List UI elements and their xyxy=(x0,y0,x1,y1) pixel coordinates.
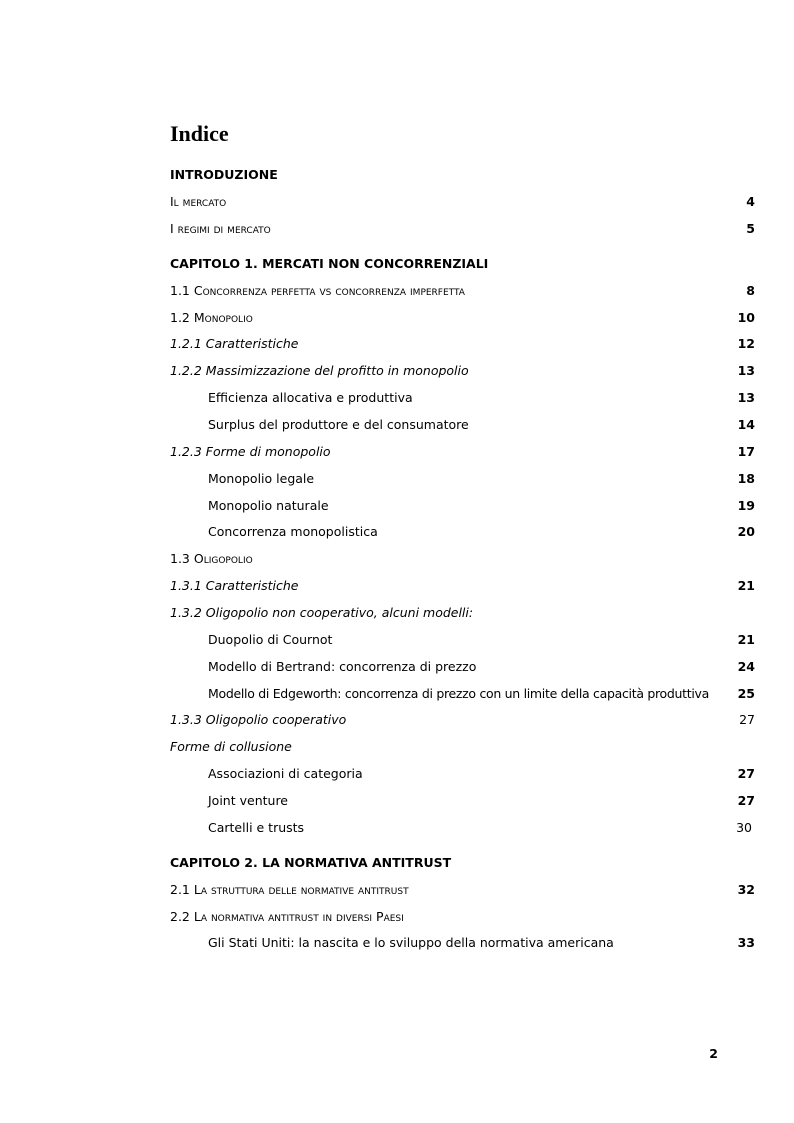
toc-entry-title: Modello di Edgeworth: concorrenza di prezzo con un limite della capacità produttiva xyxy=(208,686,709,701)
toc-entry-page: 14 xyxy=(737,417,755,432)
toc-entry-title: INTRODUZIONE xyxy=(170,167,278,182)
toc-entry-title: Monopolio naturale xyxy=(208,498,329,513)
toc-entry[interactable] xyxy=(170,576,755,596)
toc-entry-title: 1.1 Concorrenza perfetta vs concorrenza imperfetta xyxy=(170,283,465,298)
toc-entry[interactable] xyxy=(208,630,755,650)
toc-entry-title: Surplus del produttore e del consumatore xyxy=(208,417,469,432)
toc-entry-title: CAPITOLO 2. LA NORMATIVA ANTITRUST xyxy=(170,855,452,870)
toc-entry[interactable] xyxy=(170,549,755,569)
toc-entry[interactable] xyxy=(170,853,755,873)
toc-entry-page: 30 xyxy=(736,820,752,835)
toc-entry[interactable] xyxy=(170,219,755,239)
toc-entry-page: 19 xyxy=(737,498,755,513)
toc-entry-page: 24 xyxy=(737,659,755,674)
toc-entry-title: CAPITOLO 1. MERCATI NON CONCORRENZIALI xyxy=(170,256,489,271)
toc-entry[interactable] xyxy=(170,442,755,462)
toc-entry-page: 20 xyxy=(737,524,755,539)
toc-entry-title: I regimi di mercato xyxy=(170,221,271,236)
toc-entry-title: 1.3.2 Oligopolio non cooperativo, alcuni modelli: xyxy=(170,605,474,620)
toc-entry-page: 27 xyxy=(739,712,755,727)
toc-entry[interactable] xyxy=(170,165,755,185)
toc-entry[interactable] xyxy=(208,496,755,516)
toc-entry-page: 21 xyxy=(737,632,755,647)
toc-entry-title: 1.2 Monopolio xyxy=(170,310,253,325)
toc-entry-title: Monopolio legale xyxy=(208,471,315,486)
toc-entry-title: 1.3 Oligopolio xyxy=(170,551,253,566)
toc-entry[interactable] xyxy=(170,361,755,381)
toc-entry[interactable] xyxy=(208,791,755,811)
toc-entry[interactable] xyxy=(208,764,755,784)
toc-entry[interactable] xyxy=(170,254,755,274)
toc-entry[interactable] xyxy=(170,192,755,212)
toc-entry-title: Efficienza allocativa e produttiva xyxy=(208,390,413,405)
toc-entry-page: 32 xyxy=(737,882,755,897)
toc-entry-title: 2.2 La normativa antitrust in diversi Paesi xyxy=(170,909,404,924)
toc-entry-title: Il mercato xyxy=(170,194,227,209)
toc-entry-page: 8 xyxy=(746,283,755,298)
toc-entry[interactable] xyxy=(208,657,755,677)
toc-entry-title: Forme di collusione xyxy=(170,739,292,754)
toc-entry-title: 2.1 La struttura delle normative antitrust xyxy=(170,882,409,897)
toc-entry-page: 27 xyxy=(737,766,755,781)
toc-entry[interactable] xyxy=(208,933,755,953)
toc-entry-title: Duopolio di Cournot xyxy=(208,632,333,647)
toc-entry-title: Cartelli e trusts xyxy=(208,820,305,835)
toc-entry-title: 1.3.3 Oligopolio cooperativo xyxy=(170,712,347,727)
toc-entry-title: Concorrenza monopolistica xyxy=(208,524,378,539)
toc-entry-page: 10 xyxy=(737,310,755,325)
toc-entry-page: 18 xyxy=(737,471,755,486)
toc-entry[interactable] xyxy=(170,737,755,757)
toc-entry-page: 5 xyxy=(746,221,755,236)
toc-entry[interactable] xyxy=(170,603,755,623)
toc-entry-page: 25 xyxy=(737,686,755,701)
toc-entry-page: 21 xyxy=(737,578,755,593)
toc-entry-page: 17 xyxy=(737,444,755,459)
toc-entry[interactable] xyxy=(170,907,755,927)
toc-entry-title: 1.2.1 Caratteristiche xyxy=(170,336,299,351)
toc-entry[interactable] xyxy=(170,281,755,301)
toc-entry[interactable] xyxy=(208,684,755,704)
toc-entry[interactable] xyxy=(208,415,755,435)
toc-entry-title: 1.3.1 Caratteristiche xyxy=(170,578,299,593)
toc-entry-page: 12 xyxy=(737,336,755,351)
toc-entry-page: 4 xyxy=(746,194,755,209)
toc-entry-title: Associazioni di categoria xyxy=(208,766,363,781)
toc-entry[interactable] xyxy=(208,522,755,542)
toc-entry-page: 33 xyxy=(737,935,755,950)
toc-entry[interactable] xyxy=(170,308,755,328)
toc-entry[interactable] xyxy=(170,880,755,900)
toc-entry-title: 1.2.3 Forme di monopolio xyxy=(170,444,331,459)
page-title: Indice xyxy=(170,121,229,146)
toc-entry-page: 13 xyxy=(737,390,755,405)
toc-entry[interactable] xyxy=(208,388,755,408)
toc-entry-title: Modello di Bertrand: concorrenza di prezzo xyxy=(208,659,477,674)
toc-entry-title: Joint venture xyxy=(208,793,288,808)
toc-entry[interactable] xyxy=(208,469,755,489)
toc-entry[interactable] xyxy=(208,818,755,838)
toc-entry-page: 13 xyxy=(737,363,755,378)
toc-entry[interactable] xyxy=(170,710,755,730)
toc-entry[interactable] xyxy=(170,334,755,354)
toc-entry-title: 1.2.2 Massimizzazione del profitto in monopolio xyxy=(170,363,469,378)
footer-page-number: 2 xyxy=(709,1046,718,1061)
toc-entry-title: Gli Stati Uniti: la nascita e lo sviluppo della normativa americana xyxy=(208,935,614,950)
toc-entry-page: 27 xyxy=(737,793,755,808)
